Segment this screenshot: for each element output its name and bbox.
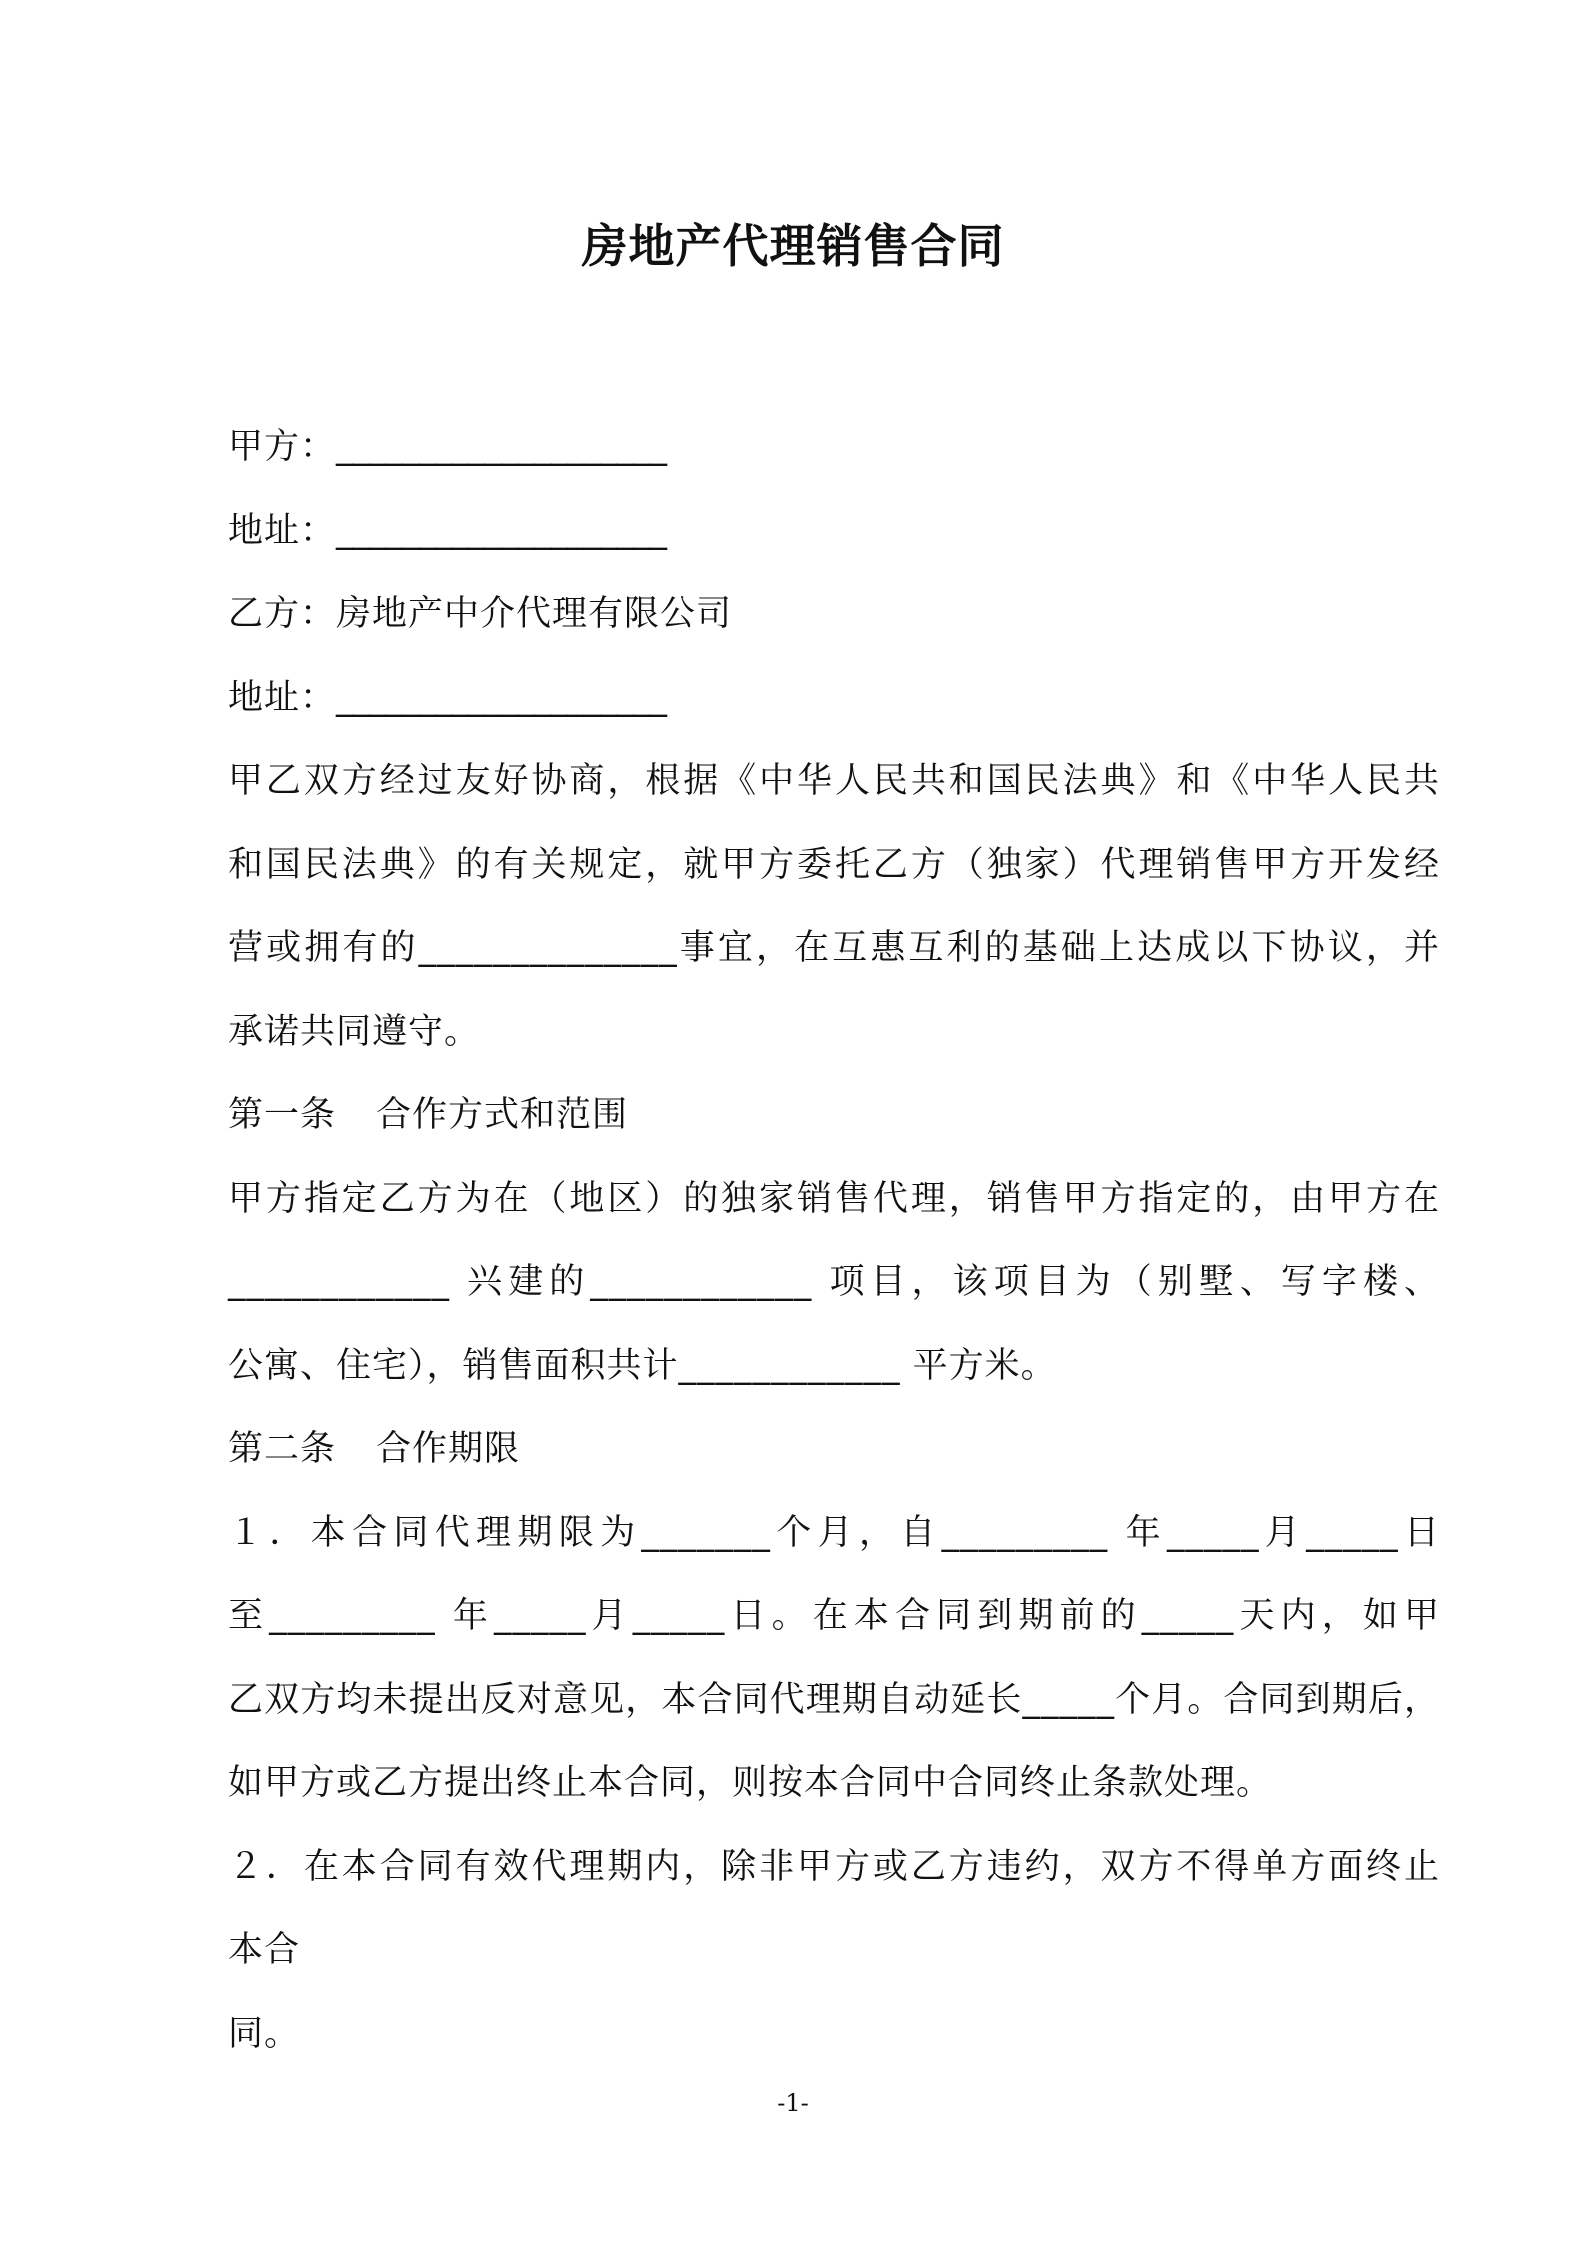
article-2-line: ２．在本合同有效代理期内，除非甲方或乙方违约，双方不得单方面终止 xyxy=(228,1846,1440,1887)
party-b-address-line xyxy=(228,657,1440,741)
party-b-name: 房地产中介代理有限公司 xyxy=(336,594,733,634)
article-2-line: 至_________ 年_____月_____日。在本合同到期前的_____天内，如甲 xyxy=(228,1596,1440,1636)
preamble-line: 和国民法典》的有关规定，就甲方委托乙方（独家）代理销售甲方开发经 xyxy=(228,844,1440,885)
article-2-number: 第二条 xyxy=(228,1429,337,1469)
party-a-line xyxy=(228,406,1440,490)
article-2-line: 同。 xyxy=(228,2013,301,2054)
party-a-address-blank: ____________________ xyxy=(336,510,667,551)
preamble-line: 营或拥有的______________事宜，在互惠互利的基础上达成以下协议，并 xyxy=(228,928,1440,968)
party-b-line xyxy=(228,573,1440,657)
preamble-line: 甲乙双方经过友好协商，根据《中华人民共和国民法典》和《中华人民共 xyxy=(228,761,1440,801)
article-1-title: 合作方式和范围 xyxy=(376,1095,629,1135)
article-1-heading xyxy=(228,1074,1440,1158)
article-1-line: ____________ 兴建的____________ 项目，该项目为（别墅、写字楼、 xyxy=(228,1262,1440,1302)
document-body xyxy=(228,406,1440,2076)
article-2-line: 如甲方或乙方提出终止本合同，则按本合同中合同终止条款处理。 xyxy=(228,1763,1273,1803)
article-1-line: 甲方指定乙方为在（地区）的独家销售代理，销售甲方指定的，由甲方在 xyxy=(228,1178,1440,1219)
party-b-label: 乙方： xyxy=(228,594,337,634)
article-2-title: 合作期限 xyxy=(376,1429,521,1469)
party-b-address-blank: ____________________ xyxy=(336,677,667,718)
party-a-label: 甲方： xyxy=(228,427,337,467)
article-2-heading xyxy=(228,1408,1440,1492)
party-b-address-label: 地址： xyxy=(228,677,337,718)
party-a-blank: ____________________ xyxy=(336,427,667,467)
article-1-line: 公寓、住宅），销售面积共计____________ 平方米。 xyxy=(228,1345,1057,1386)
preamble-line: 承诺共同遵守。 xyxy=(228,1011,481,1052)
party-a-address-line xyxy=(228,490,1440,574)
document-title: 房地产代理销售合同 xyxy=(581,219,1005,273)
page-number: -1- xyxy=(777,2089,809,2117)
article-2-line: １．本合同代理期限为_______个月，自_________ 年_____月_____日 xyxy=(228,1512,1440,1553)
party-a-address-label: 地址： xyxy=(228,510,337,551)
article-2-line: 本合 xyxy=(228,1930,301,1970)
article-2-line: 乙双方均未提出反对意见，本合同代理期自动延长_____个月。合同到期后， xyxy=(228,1679,1440,1720)
article-1-number: 第一条 xyxy=(228,1095,337,1135)
